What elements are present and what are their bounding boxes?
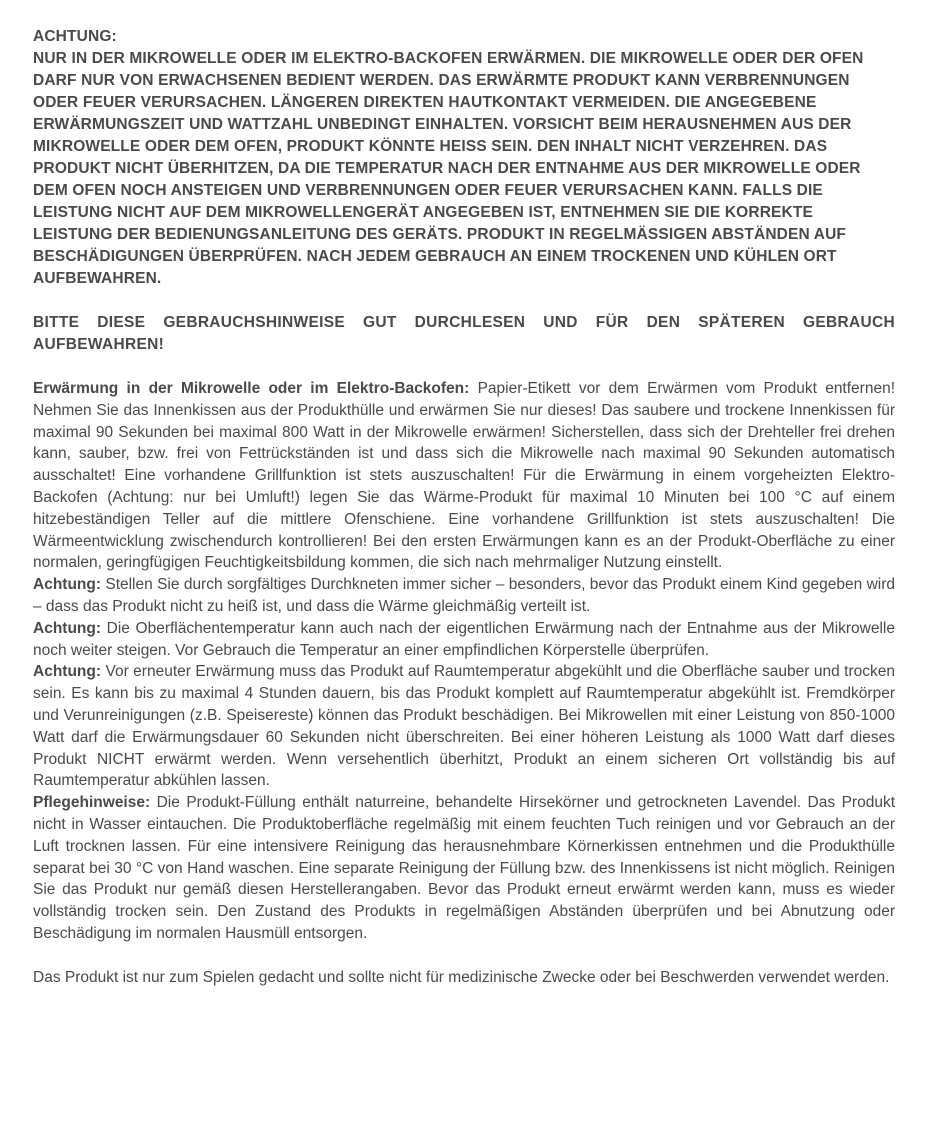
final-note: Das Produkt ist nur zum Spielen gedacht und sollte nicht für medizinische Zwecke oder bei Beschwerden verwendet werden. [33, 968, 890, 986]
heating-text: Papier-Etikett vor dem Erwärmen vom Produkt entfernen! Nehmen Sie das Innenkissen aus der Produkthülle und erwärmen Sie nur dieses! Das saubere und trockene Innenkissen für maximal 90 Sekunden bei maximal 800 Watt in der Mikrowelle erwärmen! Sicherstellen, dass sich der Drehteller frei drehen kann, sauber, bzw. frei von Fettrückständen ist und dass sich die Mikrowelle nach maximal 90 Sekunden automatisch ausschaltet! Eine vorhandene Grillfunktion ist stets auszuschalten! Für die Erwärmung in einem vorgeheizten Elektro-Backofen (Achtung: nur bei Umluft!) legen Sie das Wärme-Produkt für maximal 10 Minuten bei 100 °C auf einem hitzebeständigen Teller auf die mittlere Ofenschiene. Eine vorhandene Grillfunktion ist stets auszuschalten! Die Wärmeentwicklung zwischendurch kontrollieren! Bei den ersten Erwärmungen kann es an der Produkt-Oberfläche zu einer normalen, geringfügigen Feuchtigkeitsbildung kommen, die sich nach mehrmaliger Nutzung einstellt. [33, 380, 895, 572]
warning-title: ACHTUNG: [33, 28, 117, 45]
caution-paragraph-3 [33, 661, 895, 792]
caution-text-1: Stellen Sie durch sorgfältiges Durchkneten immer sicher – besonders, bevor das Produkt einem Kind gegeben wird – dass das Produkt nicht zu heiß ist, und dass die Wärme gleichmäßig verteilt ist. [33, 576, 895, 615]
read-notice: BITTE DIESE GEBRAUCHSHINWEISE GUT DURCHLESEN UND FÜR DEN SPÄTEREN GEBRAUCH AUFBEWAHREN! [33, 314, 895, 353]
instructions-document [33, 26, 895, 989]
caution-heading-2: Achtung: [33, 619, 102, 637]
heating-paragraph [33, 378, 895, 574]
caution-paragraph-1 [33, 574, 895, 618]
warning-text: NUR IN DER MIKROWELLE ODER IM ELEKTRO-BACKOFEN ERWÄRMEN. DIE MIKROWELLE ODER DER OFEN DARF NUR VON ERWACHSENEN BEDIENT WERDEN. DAS ERWÄRMTE PRODUKT KANN VERBRENNUNGEN ODER FEUER VERURSACHEN. LÄNGEREN DIREKTEN HAUTKONTAKT VERMEIDEN. DIE ANGEGEBENE ERWÄRMUNGSZEIT UND WATTZAHL UNBEDINGT EINHALTEN. VORSICHT BEIM HERAUSNEHMEN AUS DER MIKROWELLE ODER DEM OFEN, PRODUKT KÖNNTE HEISS SEIN. DEN INHALT NICHT VERZEHREN. DAS PRODUKT NICHT ÜBERHITZEN, DA DIE TEMPERATUR NACH DER ENTNAHME AUS DER MIKROWELLE ODER DEM OFEN NOCH ANSTEIGEN UND VERBRENNUNGEN ODER FEUER VERURSACHEN KANN. FALLS DIE LEISTUNG NICHT AUF DEM MIKROWELLENGERÄT ANGEGEBEN IST, ENTNEHMEN SIE DIE KORREKTE LEISTUNG DER BEDIENUNGSANLEITUNG DES GERÄTS. PRODUKT IN REGELMÄSSIGEN ABSTÄNDEN AUF BESCHÄDIGUNGEN ÜBERPRÜFEN. NACH JEDEM GEBRAUCH AN EINEM TROCKENEN UND KÜHLEN ORT AUFBEWAHREN. [33, 50, 864, 287]
caution-heading-1: Achtung: [33, 576, 102, 594]
instructions-body [33, 378, 895, 945]
heating-heading: Erwärmung in der Mikrowelle oder im Elektro-Backofen: [33, 380, 470, 397]
care-paragraph [33, 792, 895, 945]
care-heading: Pflegehinweise: [33, 794, 151, 812]
caution-paragraph-2 [33, 618, 895, 662]
caution-heading-3: Achtung: [33, 663, 102, 681]
caution-text-2: Die Oberflächentemperatur kann auch nach der eigentlichen Erwärmung nach der Entnahme aus der Mikrowelle noch weiter steigen. Vor Gebrauch die Temperatur an einer empfindlichen Körperstelle überprüfen. [33, 619, 895, 659]
caution-text-3: Vor erneuter Erwärmung muss das Produkt auf Raumtemperatur abgekühlt und die Oberfläche sauber und trocken sein. Es kann bis zu maximal 4 Stunden dauern, bis das Produkt komplett auf Raumtemperatur abgekühlt ist. Fremdkörper und Verunreinigungen (z.B. Speisereste) können das Produkt beschädigen. Bei Mikrowellen mit einer Leistung von 850-1000 Watt darf die Erwärmungsdauer 60 Sekunden nicht überschreiten. Bei einer höheren Leistung als 1000 Watt darf dieses Produkt NICHT erwärmt werden. Wenn versehentlich überhitzt, Produkt an einem sicheren Ort vollständig bis auf Raumtemperatur abkühlen lassen. [33, 663, 895, 790]
warning-section [33, 26, 895, 290]
care-text: Die Produkt-Füllung enthält naturreine, behandelte Hirsekörner und getrockneten Lavendel. Das Produkt nicht in Wasser eintauchen. Die Produktoberfläche regelmäßig mit einem feuchten Tuch reinigen und vor Gebrauch an der Luft trocknen lassen. Für eine intensivere Reinigung das herausnehmbare Körnerkissen entnehmen und die Produkthülle separat bei 30 °C von Hand waschen. Eine separate Reinigung der Füllung bzw. des Innenkissens ist nicht möglich. Reinigen Sie das Produkt nur gemäß diesen Herstellerangaben. Bevor das Produkt erneut erwärmt werden kann, muss es wieder vollständig trocken sein. Den Zustand des Produkts in regelmäßigen Abständen überprüfen und bei Abnutzung oder Beschädigung im normalen Hausmüll entsorgen. [33, 794, 895, 942]
